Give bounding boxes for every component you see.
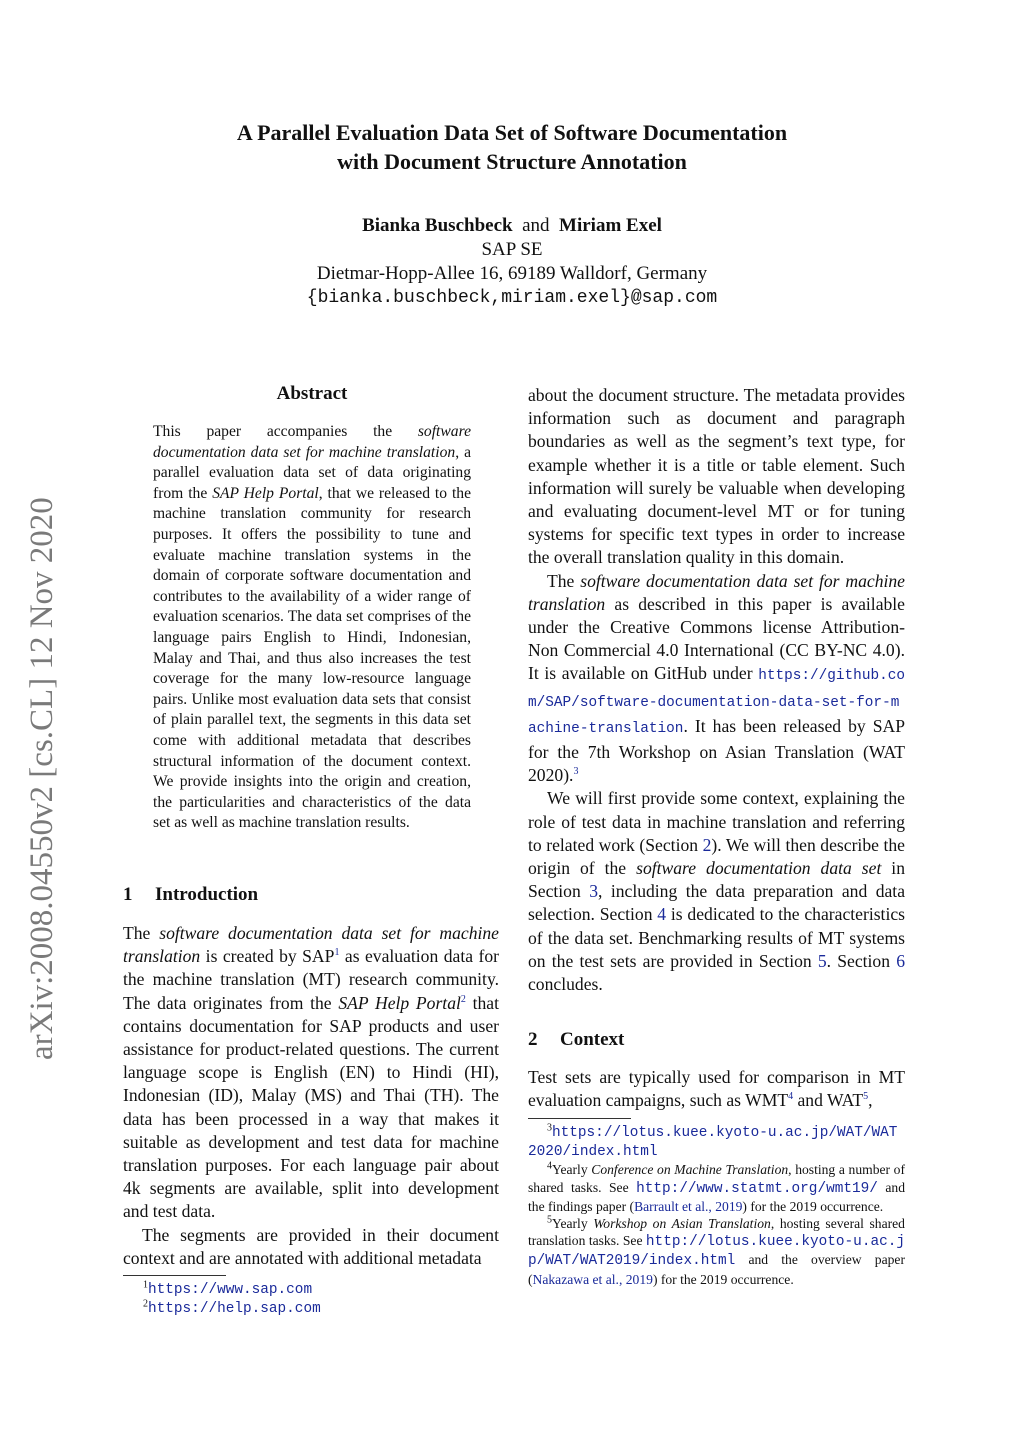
footnote-link[interactable]: https://lotus.kuee.kyoto-u.ac.jp/WAT/WAT2020/index.html — [528, 1125, 898, 1161]
text-run: that contains documentation for SAP products and user assistance for product-related questions. The current language scope is English (EN) to Hindi (HI), Indonesian (ID), Malay (MS) and Thai (TH). The data has been processed in a way that makes it suitable as development and test data for machine translation purposes. For each language pair about 4k segments are available, split into development and test data. — [123, 992, 499, 1222]
italic-run: software documentation data set for machine translation — [528, 570, 905, 614]
text-run: and the overview paper ( — [528, 1252, 905, 1287]
paragraph — [528, 570, 905, 788]
paragraph — [528, 1066, 905, 1112]
italic-run: software documentation data set — [636, 858, 882, 879]
paper-title — [0, 118, 1024, 176]
footnote-number: 5 — [547, 1214, 552, 1226]
section-ref[interactable]: 2 — [702, 834, 712, 855]
footnotes-left — [123, 1275, 499, 1318]
abstract-heading: Abstract — [276, 383, 348, 404]
text-run: , hosting a number of shared tasks. See — [528, 1162, 905, 1195]
right-column-body — [528, 384, 905, 996]
footnotes-right — [528, 1118, 905, 1288]
email: {bianka.buschbeck,miriam.exel}@sap.com — [306, 288, 718, 308]
author-names — [0, 214, 1024, 238]
footnote-ref[interactable]: 2 — [460, 993, 466, 1005]
footnote-2 — [123, 1299, 499, 1318]
footnote-1 — [123, 1280, 499, 1299]
abstract-body — [153, 422, 471, 834]
footnote-ref[interactable]: 3 — [573, 766, 579, 778]
arxiv-stamp: arXiv:2008.04550v2 [cs.CL] 12 Nov 2020 — [24, 497, 60, 1060]
paragraph: The segments are provided in their document context and are annotated with additional metadata — [123, 1224, 499, 1268]
section-number: 2 — [528, 1029, 538, 1050]
title-line-2: with Document Structure Annotation — [337, 149, 687, 174]
section-ref[interactable]: 6 — [896, 950, 906, 971]
text-run: We will first provide some context, explaining the role of test data in machine translation and referring to related work (Section — [528, 788, 905, 855]
text-run: and the findings paper ( — [528, 1179, 905, 1214]
title-line-1: A Parallel Evaluation Data Set of Software Documentation — [236, 120, 788, 145]
section-ref[interactable]: 4 — [657, 904, 667, 925]
citation-link[interactable]: Barrault et al., 2019 — [634, 1198, 743, 1214]
abstract-text: , a parallel evaluation data set of data originating from the — [153, 443, 472, 502]
text-run: ). We will then describe the origin of the — [528, 834, 905, 879]
footnote-link[interactable]: https://www.sap.com — [148, 1282, 313, 1298]
paragraph — [528, 787, 905, 996]
footnote-ref[interactable]: 4 — [788, 1091, 794, 1103]
abstract-italic: software documentation data set for machine translation — [153, 423, 471, 461]
address: Dietmar-Hopp-Allee 16, 69189 Walldorf, Germany — [316, 263, 708, 284]
text-run: , including the data preparation and data selection. Section — [528, 881, 906, 925]
footnote-number: 3 — [547, 1122, 552, 1134]
footnote-ref[interactable]: 1 — [334, 947, 340, 959]
paragraph: about the document structure. The metadata provides information such as document and paragraph boundaries as well as the segment’s text type, for example whether it is a title or table element. Such information will surely be valuable when developing and evaluating document-level MT or for tuning systems for specific text types in order to increase the overall translation quality in this domain. — [528, 385, 905, 568]
text-run: Yearly — [552, 1216, 594, 1232]
footnote-number: 2 — [143, 1298, 148, 1310]
text-run: as described in this paper is available under the Creative Commons license Attribution-Non Commercial 4.0 International (CC BY-NC 4.0). It is available on GitHub under — [528, 593, 905, 684]
text-run: . It has been released by SAP for the 7th Workshop on Asian Translation (WAT 2020). — [528, 715, 905, 786]
abstract-text: , that we released to the machine translation community for research purposes. It offers the possibility to tune and evaluate machine translation systems in the domain of corporate software documentation and contributes to the availability of a wider range of evaluation scenarios. The data set comprises of the language pairs English to Hindi, Indonesian, Malay and Thai, and thus also increases the test coverage for the many low-resource language pairs. Unlike most evaluation data sets that consist of plain parallel text, the segments in this data set come with additional metadata that describes structural information of the document context. We provide insights into the origin and creation, the particularities and characteristics of the data set as well as machine translation results. — [153, 484, 471, 832]
paragraph — [123, 922, 499, 1224]
text-run: and WAT — [793, 1090, 864, 1111]
github-link[interactable]: https://github.com/SAP/software-documentation-data-set-for-machine-translation — [528, 668, 905, 737]
text-run: Yearly — [552, 1162, 592, 1178]
section-ref[interactable]: 3 — [589, 881, 598, 902]
author-block — [0, 214, 1024, 310]
footnote-rule — [528, 1118, 631, 1119]
text-run: ) for the 2019 occurrence. — [652, 1271, 794, 1287]
text-run: concludes. — [528, 974, 603, 995]
text-run: as evaluation data for the machine translation (MT) research community. The data originates from the — [123, 946, 499, 1013]
author-2: Miriam Exel — [559, 215, 662, 236]
section-number: 1 — [123, 884, 133, 905]
italic-run: Conference on Machine Translation — [591, 1162, 789, 1178]
citation-link[interactable]: Nakazawa et al., 2019 — [532, 1271, 653, 1287]
affiliation: SAP SE — [481, 239, 543, 260]
italic-run: Workshop on Asian Translation — [593, 1216, 771, 1232]
footnote-4 — [528, 1161, 905, 1215]
text-run: is dedicated to the characteristics of the data set. Benchmarking results of MT systems on the test sets are provided in Section — [528, 904, 905, 971]
footnote-3 — [528, 1123, 905, 1161]
footnote-5 — [528, 1215, 905, 1288]
italic-run: SAP Help Portal — [338, 992, 461, 1013]
text-run: ) for the 2019 occurrence. — [742, 1198, 884, 1214]
text-run: The — [547, 570, 581, 591]
text-run: in Section — [528, 858, 905, 902]
footnote-number: 4 — [547, 1160, 552, 1172]
author-1: Bianka Buschbeck — [362, 215, 513, 236]
footnote-link[interactable]: https://help.sap.com — [148, 1301, 321, 1318]
text-run: The — [123, 923, 160, 943]
text-run: Test sets are typically used for comparison in MT evaluation campaigns, such as WMT — [528, 1067, 905, 1111]
footnote-link[interactable]: http://lotus.kuee.kyoto-u.ac.jp/WAT/WAT2019/index.html — [528, 1234, 905, 1270]
text-run: , — [868, 1090, 873, 1111]
text-run: is created by SAP — [200, 946, 335, 967]
abstract-italic: SAP Help Portal — [212, 484, 319, 502]
text-run: , hosting several shared translation tasks. See — [528, 1216, 905, 1249]
introduction-body — [123, 922, 499, 1270]
footnote-link[interactable]: http://www.statmt.org/wmt19/ — [636, 1180, 878, 1197]
section-heading-introduction — [123, 884, 499, 906]
author-and: and — [522, 215, 550, 236]
section-title: Context — [560, 1029, 625, 1050]
text-run: . Section — [826, 950, 897, 971]
footnote-number: 1 — [143, 1279, 148, 1291]
context-body — [528, 1066, 905, 1112]
section-heading-context — [528, 1029, 905, 1051]
section-ref[interactable]: 5 — [817, 950, 827, 971]
section-title: Introduction — [155, 884, 259, 905]
italic-run: software documentation data set for machine translation — [123, 923, 499, 967]
footnote-rule — [123, 1275, 226, 1276]
footnote-ref[interactable]: 5 — [863, 1091, 869, 1103]
abstract-text: This paper accompanies the — [153, 423, 418, 440]
